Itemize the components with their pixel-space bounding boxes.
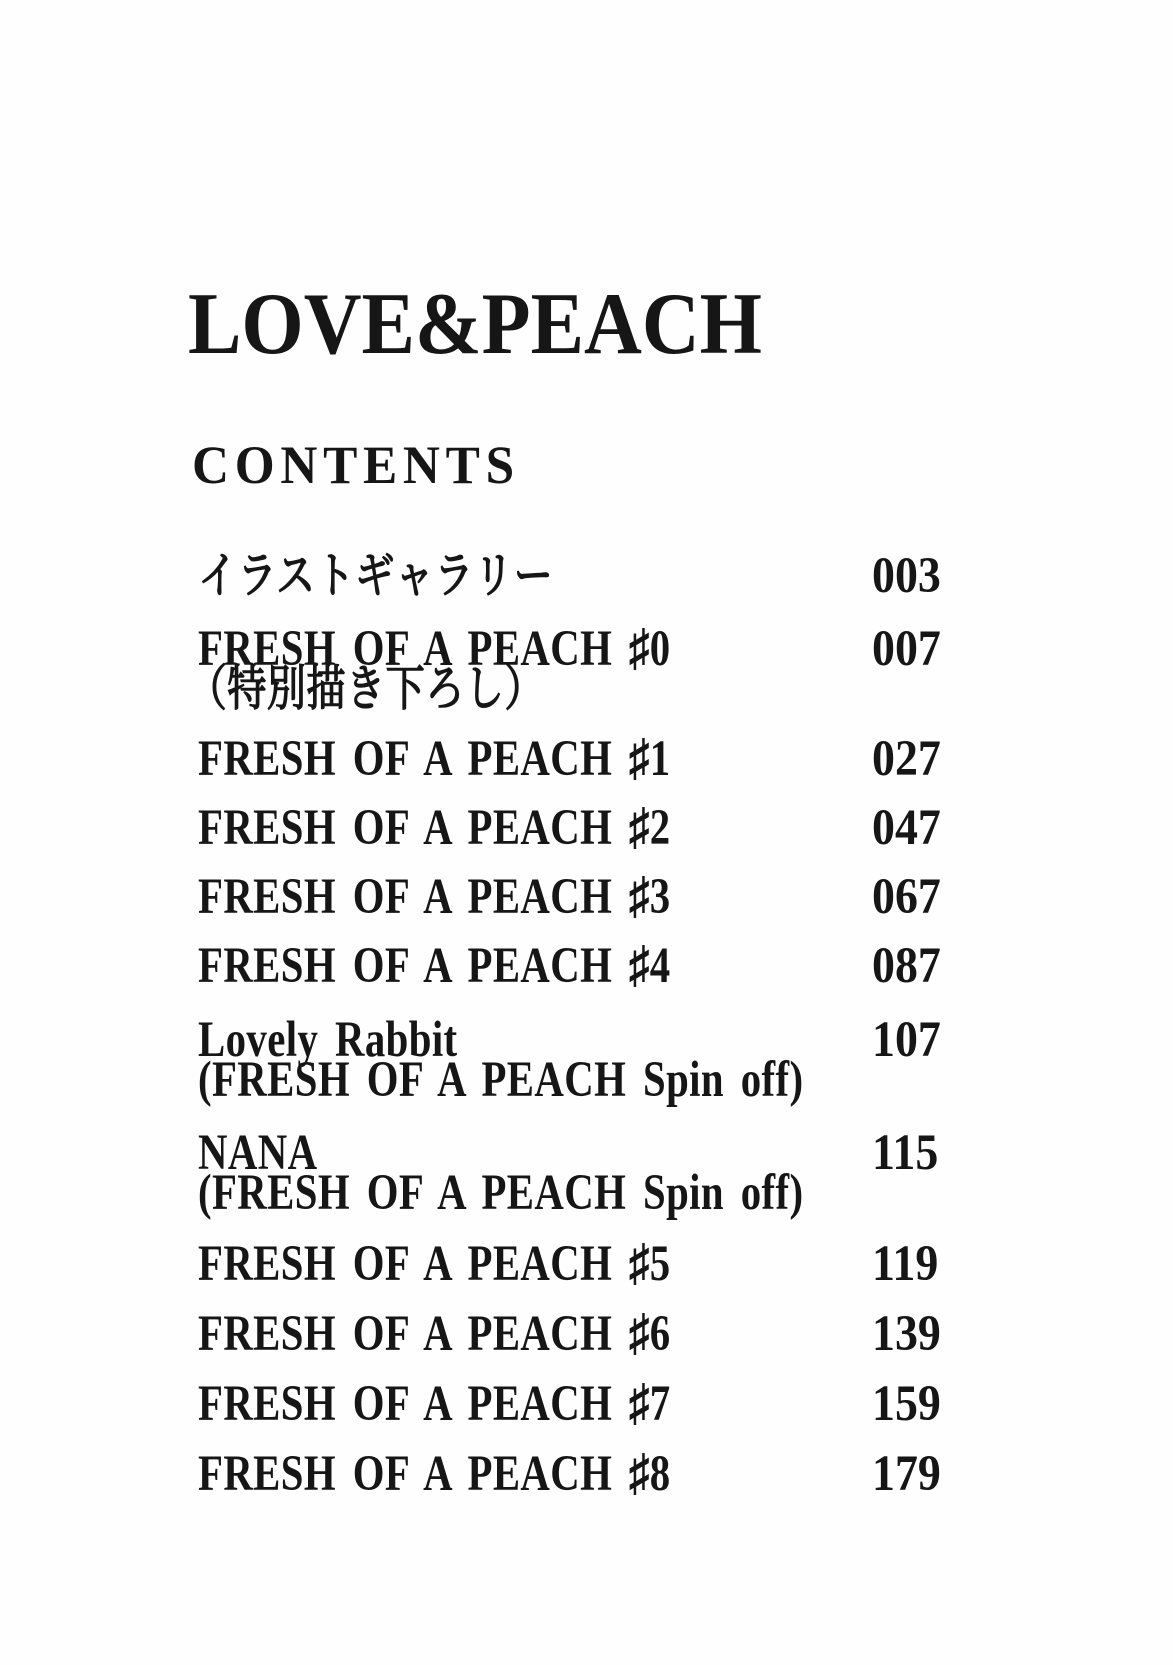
- toc-entry: [187, 621, 1098, 716]
- toc-entry: [198, 1125, 1098, 1221]
- toc-entry: [198, 731, 1098, 787]
- toc-entry-page: 139: [872, 1306, 941, 1362]
- toc-entry-title: FRESH OF A PEACH ♯5: [198, 1236, 671, 1292]
- toc-entry-title: イラストギャラリー: [198, 548, 554, 603]
- toc-entry-page: 003: [872, 548, 941, 604]
- toc-entry-page: 179: [872, 1446, 941, 1502]
- toc-entry-title: FRESH OF A PEACH ♯2: [198, 800, 671, 856]
- toc-entry: [198, 1236, 1098, 1292]
- toc-entry: [198, 1306, 1098, 1362]
- toc-entry-page: 007: [872, 621, 941, 677]
- toc-entry: [198, 548, 1098, 604]
- toc-entry: [198, 800, 1098, 856]
- toc-entry-page: 027: [872, 731, 941, 787]
- toc-entry: [198, 1446, 1098, 1502]
- contents-heading: CONTENTS: [192, 435, 520, 495]
- toc-entry-page: 159: [872, 1376, 941, 1432]
- toc-entry-title: FRESH OF A PEACH ♯3: [198, 869, 671, 925]
- toc-entry-title: FRESH OF A PEACH ♯0: [198, 621, 671, 677]
- book-title: LOVE&PEACH: [188, 276, 762, 373]
- toc-entry-title: NANA: [198, 1125, 318, 1181]
- toc-entry-title: FRESH OF A PEACH ♯7: [198, 1376, 671, 1432]
- toc-entry-subtitle: （特別描き下ろし）: [187, 661, 545, 716]
- toc-entry-title: Lovely Rabbit: [198, 1012, 458, 1068]
- toc-entry-page: 107: [872, 1012, 941, 1068]
- toc-entry-title: FRESH OF A PEACH ♯8: [198, 1446, 671, 1502]
- toc-entry: [198, 1012, 1098, 1108]
- toc-entry-page: 115: [872, 1125, 939, 1181]
- toc-entry-subtitle: (FRESH OF A PEACH Spin off): [198, 1052, 804, 1108]
- toc-entry-title: FRESH OF A PEACH ♯6: [198, 1306, 671, 1362]
- toc-entry: [198, 938, 1098, 994]
- toc-entry: [198, 869, 1098, 925]
- toc-entry-page: 047: [872, 800, 941, 856]
- toc-entry-page: 119: [872, 1236, 939, 1292]
- toc-entry-page: 067: [872, 869, 941, 925]
- toc-entry-title: FRESH OF A PEACH ♯1: [198, 731, 671, 787]
- toc-entry-subtitle: (FRESH OF A PEACH Spin off): [198, 1165, 804, 1221]
- toc-entry-page: 087: [872, 938, 941, 994]
- toc-entry-title: FRESH OF A PEACH ♯4: [198, 938, 671, 994]
- toc-entry: [198, 1376, 1098, 1432]
